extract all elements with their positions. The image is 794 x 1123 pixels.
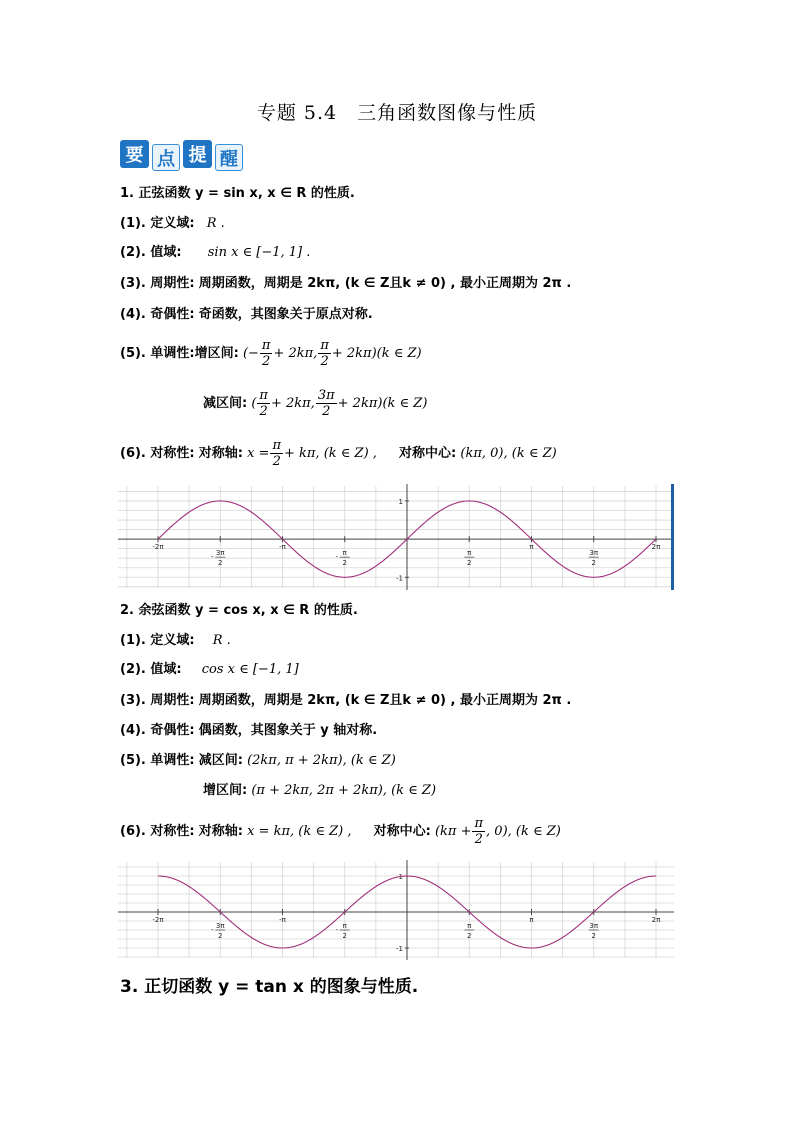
tick-text: π <box>529 916 534 924</box>
fraction-den: 2 <box>322 404 331 419</box>
sine-domain-value: R . <box>206 216 225 231</box>
tick-num: 3π <box>589 922 599 930</box>
tick-den: 2 <box>342 932 347 940</box>
badge-char: 醒 <box>215 144 243 171</box>
tick-den: 2 <box>591 932 596 940</box>
key-points-badge <box>120 140 243 171</box>
cosine-period <box>120 691 571 711</box>
badge-char: 点 <box>152 144 180 171</box>
badge-char: 要 <box>120 140 149 168</box>
cosine-dec-label: 减区间: <box>198 753 243 768</box>
tick-sign: - <box>335 926 339 934</box>
cosine-range-value: cos x ∈ [−1, 1] <box>201 662 299 677</box>
tick-num: 3π <box>215 549 225 558</box>
x-tick-label <box>652 543 661 551</box>
tick-num: π <box>342 549 347 558</box>
cosine-period-label: (3). 周期性: <box>120 693 195 708</box>
sine-period <box>120 274 571 294</box>
math-text: + 2kπ)(k ∈ Z) <box>337 396 428 411</box>
tick-text: π <box>529 543 534 552</box>
cosine-mono-label: (5). 单调性: <box>120 753 195 768</box>
fraction-den: 2 <box>272 454 281 469</box>
fraction <box>472 816 485 847</box>
tick-num: 3π <box>215 922 225 930</box>
fraction-num: π <box>320 338 329 353</box>
tick-den: 2 <box>218 559 223 568</box>
cosine-heading: 2. 余弦函数 y = cos x, x ∈ R 的性质. <box>120 603 358 618</box>
badge-char: 提 <box>183 140 212 168</box>
sine-chart <box>118 484 674 590</box>
tick-num: 3π <box>589 549 599 558</box>
cosine-center-label: 对称中心: <box>373 824 431 839</box>
cosine-parity-value: 偶函数，其图象关于 y 轴对称. <box>198 723 378 738</box>
cosine-axis-value: x = kπ, (k ∈ Z) , <box>247 824 352 839</box>
fraction-den: 2 <box>320 354 329 369</box>
sine-domain-label: (1). 定义域: <box>120 216 195 231</box>
page-title: 专题 5.4 三角函数图像与性质 <box>256 102 538 124</box>
sine-sym-label: (6). 对称性: <box>120 446 195 461</box>
sine-period-label: (3). 周期性: <box>120 276 195 291</box>
x-tick-label <box>335 922 349 940</box>
fraction-den: 2 <box>259 404 268 419</box>
fraction-num: π <box>272 438 281 453</box>
x-tick-label <box>652 916 661 924</box>
fraction <box>260 338 273 369</box>
x-tick-label <box>279 916 287 924</box>
cosine-increasing <box>203 781 436 801</box>
cosine-range <box>120 660 299 680</box>
tick-den: 2 <box>342 559 347 568</box>
cosine-range-label: (2). 值域: <box>120 662 182 677</box>
sine-range-label: (2). 值域: <box>120 245 182 260</box>
tick-den: 2 <box>467 559 472 568</box>
math-text: , 0), (k ∈ Z) <box>486 824 561 839</box>
tick-text: -π <box>279 916 286 924</box>
tangent-heading: 3. 正切函数 y = tan x 的图象与性质. <box>120 977 419 997</box>
math-text: + 2kπ)(k ∈ Z) <box>331 346 422 361</box>
y-tick-label: -1 <box>396 945 403 953</box>
cosine-parity <box>120 721 377 741</box>
sine-dec-label: 减区间: <box>203 396 248 411</box>
cosine-period-value: 周期函数，周期是 2kπ, (k ∈ Z且k ≠ 0) , 最小正周期为 2π . <box>198 693 572 708</box>
tick-text: -2π <box>152 543 164 552</box>
x-tick-label <box>152 543 164 551</box>
math-text: (− <box>242 346 259 361</box>
tick-sign: - <box>210 926 214 934</box>
tick-sign: - <box>210 553 214 562</box>
sine-parity <box>120 305 373 325</box>
tick-text: 2π <box>651 916 661 924</box>
math-text: x = <box>247 446 270 461</box>
sine-mono-label: (5). 单调性: <box>120 346 195 361</box>
chart-border <box>671 484 674 590</box>
fraction-num: π <box>259 388 268 403</box>
cosine-chart <box>118 860 674 960</box>
sine-parity-value: 奇函数，其图象关于原点对称. <box>198 307 373 322</box>
sine-axis-label: 对称轴: <box>198 446 243 461</box>
tick-num: π <box>467 549 472 558</box>
cosine-inc-label: 增区间: <box>203 783 248 798</box>
x-tick-label <box>529 543 534 551</box>
tick-text: 2π <box>651 543 661 552</box>
tick-den: 2 <box>591 559 596 568</box>
math-text: ( <box>251 396 257 411</box>
x-tick-label <box>279 543 287 551</box>
fraction-num: π <box>474 816 484 831</box>
fraction <box>257 388 270 419</box>
fraction <box>270 438 283 469</box>
fraction <box>316 388 337 419</box>
math-text: + 2kπ, <box>273 346 318 361</box>
y-tick-label: 1 <box>398 497 403 506</box>
sine-center-value: (kπ, 0), (k ∈ Z) <box>460 446 557 461</box>
sine-center-label: 对称中心: <box>399 446 457 461</box>
cosine-domain-value: R . <box>212 633 231 648</box>
cosine-domain-label: (1). 定义域: <box>120 633 195 648</box>
fraction-den: 2 <box>262 354 271 369</box>
sine-period-value: 周期函数，周期是 2kπ, (k ∈ Z且k ≠ 0) , 最小正周期为 2π . <box>198 276 572 291</box>
sine-parity-label: (4). 奇偶性: <box>120 307 195 322</box>
fraction-num: 3π <box>317 388 335 403</box>
x-tick-label <box>529 916 534 924</box>
sine-range-value: sin x ∈ [−1, 1] . <box>207 245 311 260</box>
tick-sign: - <box>335 553 339 562</box>
tick-den: 2 <box>467 932 472 940</box>
math-text: (kπ + <box>434 824 472 839</box>
cosine-symmetry <box>120 816 561 847</box>
cosine-domain <box>120 631 231 651</box>
tick-text: -2π <box>152 916 164 924</box>
cosine-decreasing <box>120 751 396 771</box>
fraction <box>318 338 331 369</box>
cosine-axis-label: 对称轴: <box>198 824 243 839</box>
fraction-den: 2 <box>474 832 483 847</box>
cosine-sym-label: (6). 对称性: <box>120 824 195 839</box>
cosine-dec-value: (2kπ, π + 2kπ), (k ∈ Z) <box>247 753 396 768</box>
y-tick-label: -1 <box>396 574 403 583</box>
x-tick-label <box>211 922 225 940</box>
tick-text: -π <box>279 543 286 552</box>
cosine-parity-label: (4). 奇偶性: <box>120 723 195 738</box>
tick-num: π <box>342 922 347 930</box>
math-text: + kπ, (k ∈ Z) , <box>283 446 377 461</box>
tick-num: π <box>467 922 472 930</box>
fraction-num: π <box>261 338 271 353</box>
sine-inc-label: 增区间: <box>194 346 239 361</box>
sine-increasing <box>120 338 422 369</box>
sine-domain <box>120 214 225 234</box>
x-tick-label <box>152 916 164 924</box>
cosine-inc-value: (π + 2kπ, 2π + 2kπ), (k ∈ Z) <box>251 783 437 798</box>
sine-decreasing <box>203 388 427 419</box>
tick-den: 2 <box>218 932 223 940</box>
math-text: + 2kπ, <box>270 396 315 411</box>
y-tick-label: 1 <box>398 873 403 881</box>
sine-heading: 1. 正弦函数 y = sin x, x ∈ R 的性质. <box>120 186 355 201</box>
sine-symmetry <box>120 438 557 469</box>
sine-range <box>120 243 310 263</box>
